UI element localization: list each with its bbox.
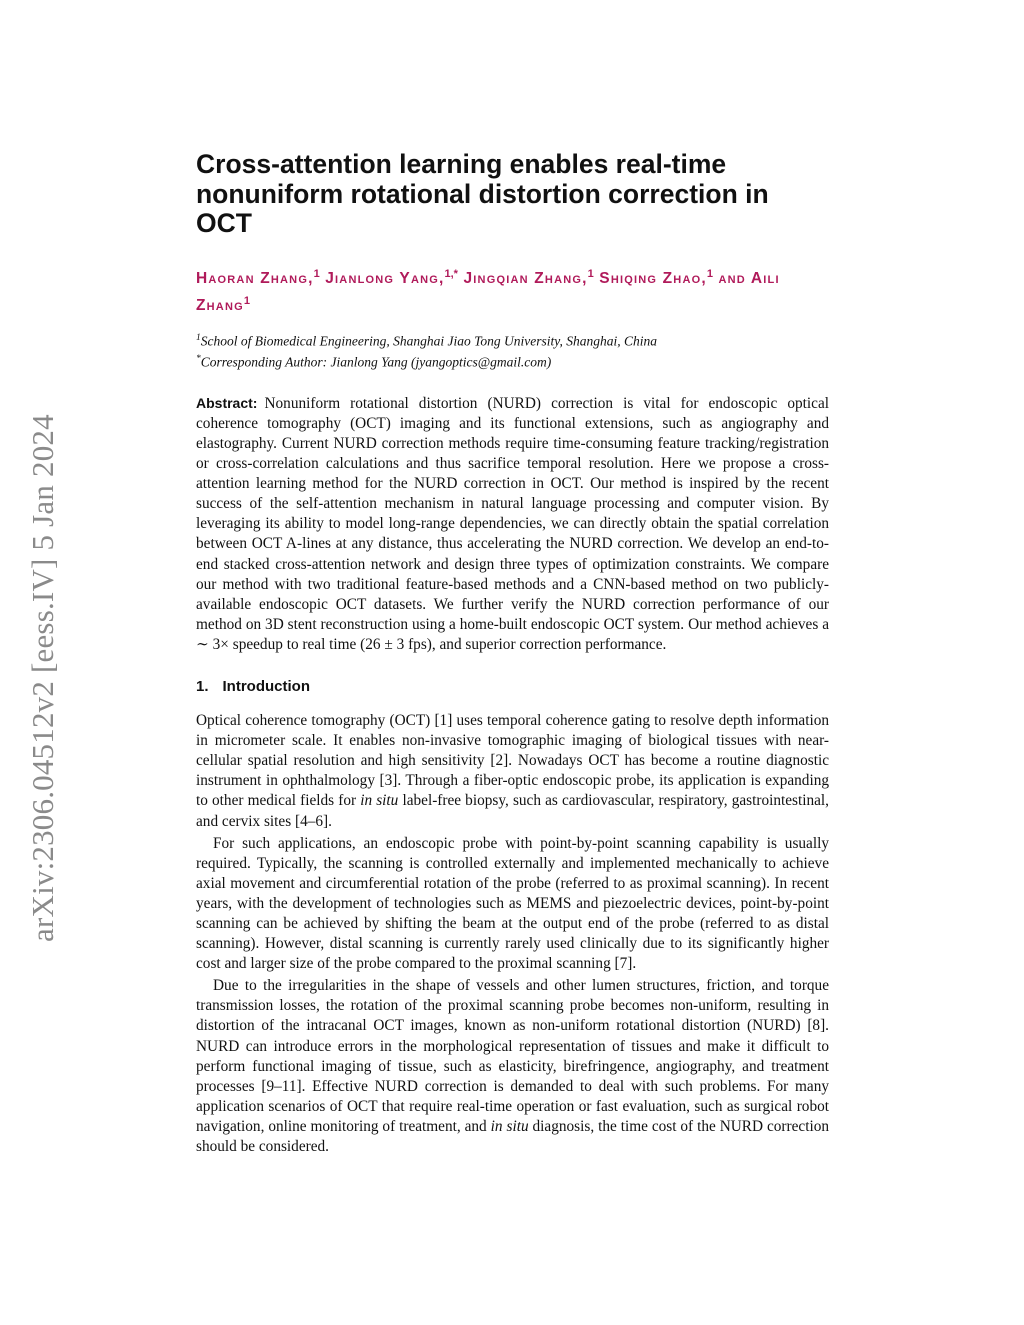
paragraph-text: Due to the irregularities in the shape of vessels and other lumen structures, friction, and torque transmission losses, the rotation of the proximal scanning probe becomes non-uniform, resulting in distortion of the intracanal OCT images, known as non-uniform rotational distortion (NURD) [8]. NURD can introduce errors in the morphological representation of tissues and make it difficult to perform functional imaging of tissue, such as elasticity, birefringence, angiography, and treatment processes [9–11]. Effective NURD correction is demanded to deal with such problems. For many application scenarios of OCT that require real-time operation or fast evaluation, such as surgical robot navigation, online monitoring of treatment, and bbox=[196, 977, 829, 1135]
author-name: Jianlong Yang, bbox=[325, 269, 445, 287]
author-name: Haoran Zhang, bbox=[196, 269, 314, 287]
abstract bbox=[196, 393, 829, 655]
section-heading-introduction bbox=[196, 677, 829, 697]
paragraph-text: Optical coherence tomography (OCT) [1] uses temporal coherence gating to resolve depth information in micrometer scale. It enables non-invasive tomographic imaging of biological tissues with near-cellular spatial resolution and high sensitivity [2]. Nowadays OCT has become a routine diagnostic instrument in ophthalmology [3]. Through a fiber-optic endoscopic probe, its application is expanding to other medical fields for bbox=[196, 712, 829, 810]
intro-paragraph-3 bbox=[196, 976, 829, 1157]
paragraph-text: diagnosis, the time cost of the NURD correction should be considered. bbox=[196, 1117, 829, 1155]
author-joiner: and bbox=[718, 269, 746, 287]
paper-title: Cross-attention learning enables real-time nonuniform rotational distortion correction in OCT bbox=[196, 149, 769, 238]
paragraph-emphasis: in situ bbox=[490, 1117, 529, 1135]
section-title: Introduction bbox=[222, 678, 310, 696]
author-affil-mark: 1 bbox=[706, 267, 713, 280]
author-affil-mark: 1 bbox=[243, 294, 250, 307]
affiliation-mark: * bbox=[196, 354, 201, 365]
author-list bbox=[196, 263, 829, 317]
paragraph-text: label-free biopsy, such as cardiovascular, respiratory, gastrointestinal, and cervix sites [4–6]. bbox=[196, 792, 830, 830]
arxiv-identifier: arXiv:2306.04512v2 [eess.IV] 5 Jan 2024 bbox=[25, 414, 60, 942]
author-name: Aili Zhang bbox=[196, 269, 780, 314]
author-affil-mark: 1 bbox=[313, 267, 320, 280]
intro-paragraph-2: For such applications, an endoscopic probe with point-by-point scanning capability is usually required. Typically, the scanning is controlled externally and implemented mechanically to achieve axial movement and circumferential rotation of the probe (referred to as proximal scanning). In recent years, with the development of technologies such as MEMS and piezoelectric devices, point-by-point scanning can be achieved by shifting the beam at the output end of the probe (referred to as distal scanning). However, distal scanning is currently rarely used clinically due to its significantly higher cost and larger size of the probe compared to the proximal scanning [7]. bbox=[196, 834, 829, 973]
affiliation-block bbox=[196, 329, 829, 372]
corresponding-author-text: Corresponding Author: Jianlong Yang (jyangoptics@gmail.com) bbox=[200, 354, 552, 370]
affiliation-text: School of Biomedical Engineering, Shanghai Jiao Tong University, Shanghai, China bbox=[200, 333, 657, 349]
corresponding-author-line bbox=[196, 350, 829, 372]
paper-content bbox=[196, 150, 829, 1157]
affiliation-mark: 1 bbox=[196, 332, 201, 343]
intro-paragraph-1 bbox=[196, 711, 829, 832]
abstract-label: Abstract: bbox=[196, 394, 258, 411]
abstract-text: Nonuniform rotational distortion (NURD) correction is vital for endoscopic optical coherence tomography (OCT) imaging and its functional extensions, such as angiography and elastography. Current NURD correction methods require time-consuming feature tracking/registration or cross-correlation calculations and thus sacrifice temporal resolution. Here we propose a cross-attention learning method for the NURD correction in OCT. Our method is inspired by the recent success of the self-attention mechanism in natural language processing and computer vision. By leveraging its ability to model long-range dependencies, we can directly obtain the spatial correlation between OCT A-lines at any distance, thus accelerating the NURD correction. We develop an end-to-end stacked cross-attention network and design three types of optimization constraints. We compare our method with two traditional feature-based methods and a CNN-based method on two publicly-available endoscopic OCT datasets. We further verify the NURD correction performance of our method on 3D stent reconstruction using a home-built endoscopic OCT system. Our method achieves a ∼ 3× speedup to real time (26 ± 3 fps), and superior correction performance. bbox=[196, 394, 829, 653]
affiliation-line bbox=[196, 329, 829, 351]
section-number: 1. bbox=[196, 678, 209, 696]
paragraph-emphasis: in situ bbox=[360, 792, 399, 810]
author-name: Shiqing Zhao, bbox=[599, 269, 707, 287]
author-name: Jingqian Zhang, bbox=[463, 269, 588, 287]
author-affil-mark: 1,* bbox=[444, 267, 458, 280]
author-affil-mark: 1 bbox=[587, 267, 594, 280]
